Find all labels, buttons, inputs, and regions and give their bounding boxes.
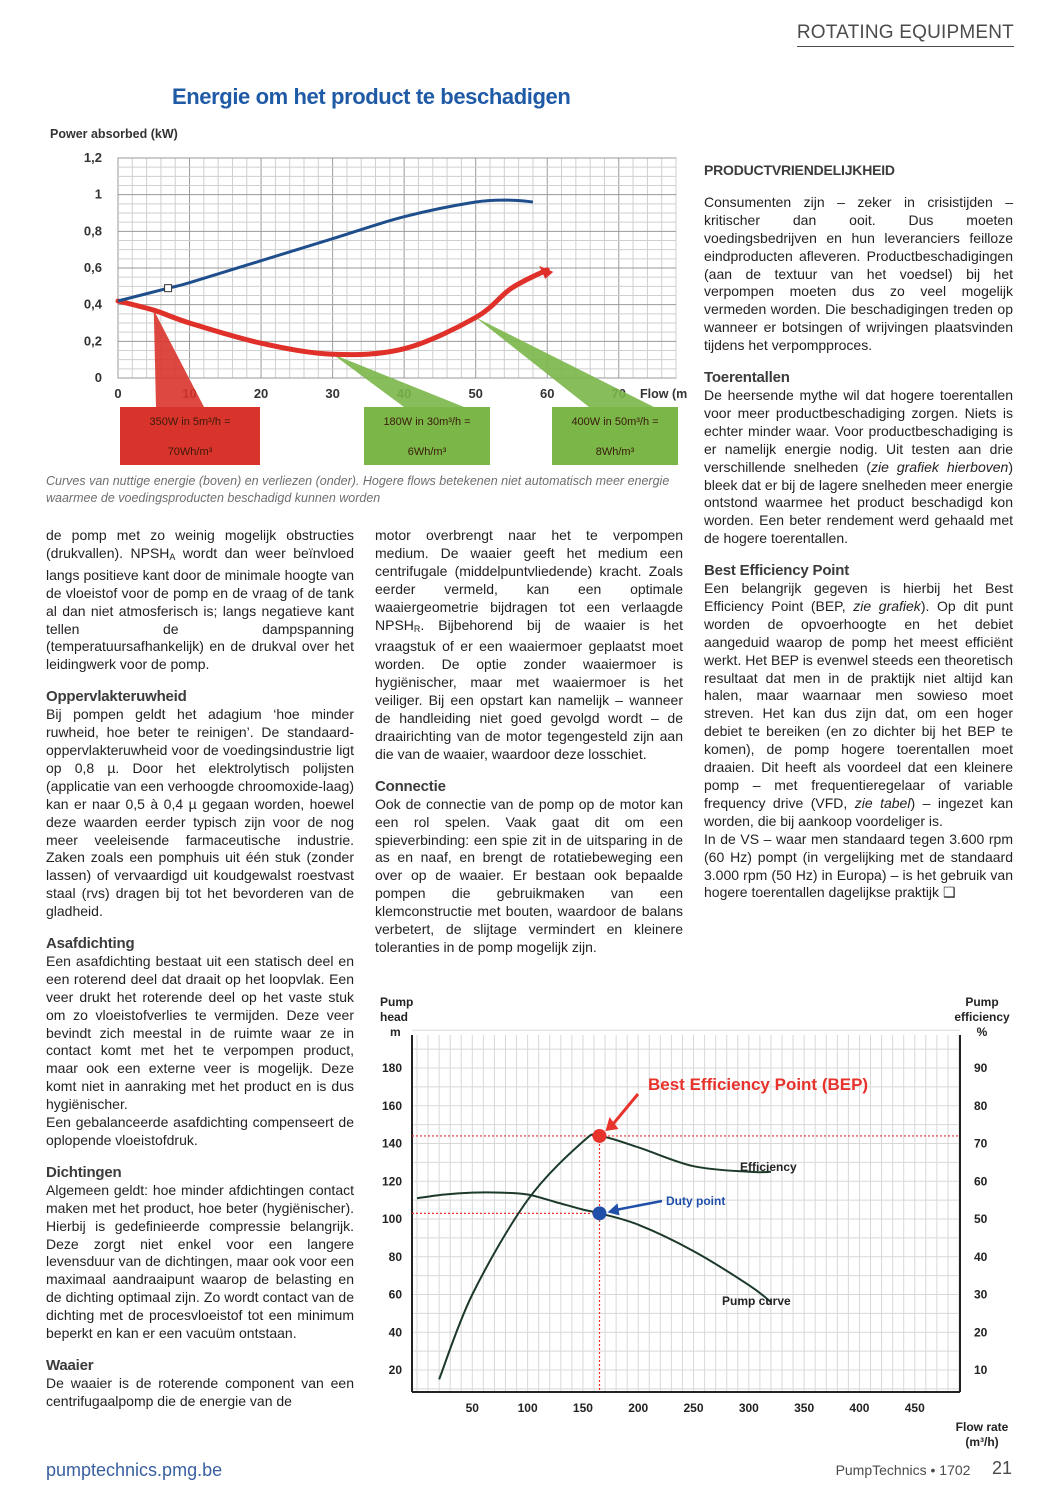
chart1-x-tick: 0 [114,386,122,401]
chart2-x-tick: 50 [465,1401,479,1415]
chart1-ylabel: Power absorbed (kW) [50,127,178,141]
chart2-right-label-1: Pump [965,995,999,1009]
paragraph-npsha: de pomp met zo weinig mogelijk obstructies (drukvallen). $NPSH_A$ wordt dan weer beïnvloed langs positieve kant door de minimale hoogte van de vloeistof voor de pomp en de vraag of de tank al dan niet atmosferisch is; langs negatieve kant tellen de dampspanning (temperatuursafhankelijk) en de drukval over het leidingwerk voor de pomp. [46,527,354,673]
chart1-y-tick: 1,2 [83,150,102,165]
paragraph-connectie: Ook de connectie van de pomp op de motor kan een rol spelen. Vaak gaat dit om een spieverbinding: een spie zit in de uitsparing in de as en naaf, en brengt de rotatiebeweging een over op de waaier. Er bestaan ook bepaalde pompen die gebruikmaken van een klemconstructie met bouten, waardoor de balans verbetert, de slijtage vermindert en kleinere toleranties in de pomp mogelijk zijn. [375,795,683,955]
chart1-x-tick: 20 [253,386,269,401]
chart2-left-tick: 100 [381,1212,402,1226]
callout-line2: 8Wh/m³ [595,446,635,458]
chart2-left-tick: 120 [381,1174,402,1189]
footer-url[interactable]: pumptechnics.pmg.be [46,1460,223,1480]
useful-energy-marker [165,285,172,292]
chart2-left-tick: 60 [388,1287,402,1302]
paragraph-waaier-cont: motor overbrengt naar het te verpompen medium. De waaier geeft het medium een centrifugale (middelpuntvliedende) kracht. Zoals eerder vermeld, kan een optimale waaiergeometrie bijdragen tot een verlaagde $NPSH_R$. Bijbehorend bij de waaier is het vraagstuk of er een waaiermoer geplaatst moet worden. De optie zonder waaiermoer is hygiënischer, maar met waaiermoer is het veiliger. Bij een opstart kan namelijk – wanneer de handleiding niet goed gevolgd wordt – de draairichting van de motor tegengesteld zijn aan die van de waaier, waardoor deze losschiet. [375,527,683,762]
chart2-x-tick: 250 [683,1401,704,1415]
chart2-right-label-3: % [976,1025,988,1039]
article-title: Energie om het product te beschadigen [172,84,571,109]
chart2-right-tick: 90 [974,1061,988,1075]
paragraph-toerentallen: De heersende mythe wil dat hogere toerentallen voor meer productbeschadiging zorgen. Niets is echter minder waar. Voor productbeschadiging is er namelijk energie nodig. Uit testen aan drie verschillende snelheden (zie grafiek hierboven) bleek dat er bij de lagere snelheden meer energie ontstond waarmee het product beschadigd kon worden. Een beter rendement werd gehaald met de hogere toerentallen. [704,386,1013,547]
paragraph-oppervlakteruwheid: Bij pompen geldt het adagium ‘hoe minder ruwheid, hoe beter te reinigen’. De standaard-oppervlakteruwheid voor de voedingsindustrie ligt op 0,8 µ. Door het elektrolytisch polijsten (applicatie van een verhoogde chroomoxide-laag) kan er naar 0,5 à 0,4 µ gegaan worden, hoewel deze waarden eerder typisch zijn voor de nog meer veeleisende farmaceutische industrie. Zaken zoals een pomphuis uit één stuk (zonder lassen) of vervaardigd uit koudgewalst roestvast staal (rvs) dragen bij tot het bevorderen van de gladheid. [46,706,354,920]
chart2-right-tick: 20 [974,1325,988,1340]
paragraph-bep: Een belangrijk gegeven is hierbij het Best Efficiency Point (BEP, zie grafiek). Op dit punt worden de opvoerhoogte en het debiet aangeduid waarop de pomp het meest efficiënt werkt. Het BEP is evenwel steeds een theoretisch resultaat dat men in de praktijk niet altijd kan halen, maar waarnaar men sowieso moet streven. Het kan dus zijn dat, om een hoger debiet te bereiken (en zo dichter bij het BEP te komen), de pomp hogere toerentallen moet draaien. Dit heeft als voordeel dat een kleinere pomp – met frequentieregelaar of variable frequency drive (VFD, zie tabel) – ingezet kan worden, die bij aankoop voordeliger is. [704,580,1013,829]
chart2-right-tick: 70 [974,1136,988,1151]
duty-point-label: Duty point [666,1194,726,1208]
chart2-x-tick: 350 [794,1401,815,1415]
callout-line2: 6Wh/m³ [407,446,447,458]
heading-oppervlakteruwheid: Oppervlakteruwheid [46,688,187,706]
chart1-y-ticks [84,150,103,385]
chart2-right-label-2: efficiency [954,1010,1010,1024]
heading-toerentallen: Toerentallen [704,369,790,387]
callout-line1: 180W in 30m³/h = [383,416,471,428]
chart2-x-tick: 300 [738,1401,759,1415]
chart2-right-tick: 30 [974,1287,988,1302]
chart2-xtitle-1: Flow rate [955,1420,1009,1434]
bep-arrow [612,1094,638,1126]
chart2-right-tick: 10 [974,1363,988,1377]
chart2-left-label-1: Pump [380,995,414,1009]
chart1-xlabel: Flow (m [640,387,688,401]
duty-arrowhead [608,1203,620,1215]
chart2-right-tick: 50 [974,1212,988,1226]
paragraph-dichtingen: Algemeen geldt: hoe minder afdichtingen contact maken met het product, hoe beter (hygiënischer). Hierbij is gedefinieerde compressie belangrijk. Deze zorgt niet enkel voor een langere levensduur van de dichtingen, maar ook voor een maximaal aandraaipunt waarop de belasting en de dichting optimaal zijn. Zo wordt contact van de dichting met de procesvloeistof tot een minimum beperkt en kan er een vacuüm ontstaan. [46,1181,354,1342]
heading-productvriendelijkheid: PRODUCTVRIENDELIJKHEID [704,162,895,178]
chart1-y-tick: 0,2 [83,333,102,349]
chart2-left-tick: 140 [381,1136,402,1151]
column-right [704,162,1013,902]
heading-asafdichting: Asafdichting [46,935,135,953]
callout-line1: 350W in 5m³/h = [149,416,231,428]
chart1-y-tick: 0,8 [83,223,102,239]
chart2-x-tick: 100 [517,1401,538,1415]
chart1-x-tick: 50 [468,386,483,401]
chart1-y-tick: 0,4 [83,296,102,312]
callout-line2: 70Wh/m³ [167,446,213,458]
pump-curve-label: Pump curve [722,1294,791,1308]
chart2-left-tick: 160 [381,1098,402,1113]
bep-label: Best Efficiency Point (BEP) [648,1075,869,1094]
chart2-x-tick: 200 [628,1401,649,1415]
pump-curve-chart [370,990,1020,1450]
chart2-right-tick: 60 [974,1174,988,1189]
chart2-right-tick: 40 [974,1249,988,1264]
heading-waaier: Waaier [46,1356,94,1374]
footer-publication: PumpTechnics • 1702 [835,1462,971,1478]
chart1-y-tick: 0 [94,370,102,385]
chart1-y-tick: 0,6 [83,260,102,275]
chart1-x-tick: 30 [325,386,340,401]
paragraph-productvriendelijkheid: Consumenten zijn – zeker in crisistijden – kritischer dan ooit. Dus moeten voedingsbedrijven en hun leveranciers feilloze eindproducten afleveren. Productbeschadigingen (aan de textuur van het voedsel) bij het verpompen moeten dus zo veel mogelijk vermeden worden. Die beschadigingen treden op wanneer er botsingen of wrijvingen plaatsvinden tijdens het verpompproces. [704,193,1013,354]
chart2-x-tick: 150 [572,1401,593,1415]
heading-connectie: Connectie [375,777,446,795]
chart2-left-tick: 80 [388,1249,402,1264]
chart2-right-tick: 80 [974,1098,988,1113]
chart2-x-tick: 400 [849,1401,870,1415]
section-tag: ROTATING EQUIPMENT [797,22,1014,47]
paragraph-vs: In de VS – waar men standaard tegen 3.600 rpm (60 Hz) pompt (in vergelijking met de standaard 3.000 rpm (50 Hz) in Europa) – is het gebruik van hogere toerentallen dagelijkse praktijk ❑ [704,830,1013,901]
chart2-x-tick: 450 [904,1401,925,1415]
column-middle [375,527,683,957]
duty-point [593,1206,607,1220]
chart1-x-tick: 60 [539,386,555,401]
chart1-y-tick: 1 [94,186,102,202]
end-mark-icon: ❑ [942,884,956,901]
column-left [46,527,354,1411]
chart2-left-label-3: m [390,1025,401,1039]
callout-line1: 400W in 50m³/h = [571,416,659,428]
paragraph-waaier: De waaier is de roterende component van een centrifugaalpomp die de energie van de [46,1374,354,1409]
chart2-left-tick: 180 [381,1061,402,1075]
chart2-left-label-2: head [380,1010,409,1024]
paragraph-asafdichting: Een asafdichting bestaat uit een statisch deel en een roterend deel dat draait op het loopvlak. Een veer drukt het roterende deel op het vaste stuk om zo vloeistofverlies te vermijden. Deze veer bevindt zich meestal in de ruimte waar ze in contact komt met het te verpompen product, maar ook een externe veer is mogelijk. Deze komt niet in aanraking met het product en is dus hygiënischer. [46,952,354,1113]
figure-caption: Curves van nuttige energie (boven) en verliezen (onder). Hogere flows betekenen niet automatisch meer energie waarmee de voedingsproducten beschadigd kunnen worden [46,474,670,505]
power-chart [44,122,688,472]
bep-point [593,1129,607,1143]
page-number: 21 [991,1458,1012,1478]
chart2-left-tick: 40 [388,1325,402,1340]
paragraph-asafdichting-2: Een gebalanceerde asafdichting compenseert de oplopende vloeistofdruk. [46,1114,354,1148]
heading-dichtingen: Dichtingen [46,1163,122,1181]
heading-best-efficiency-point: Best Efficiency Point [704,562,850,580]
chart2-left-tick: 20 [388,1363,402,1377]
efficiency-label: Efficiency [740,1160,797,1174]
chart2-xtitle-2: (m³/h) [965,1435,999,1449]
